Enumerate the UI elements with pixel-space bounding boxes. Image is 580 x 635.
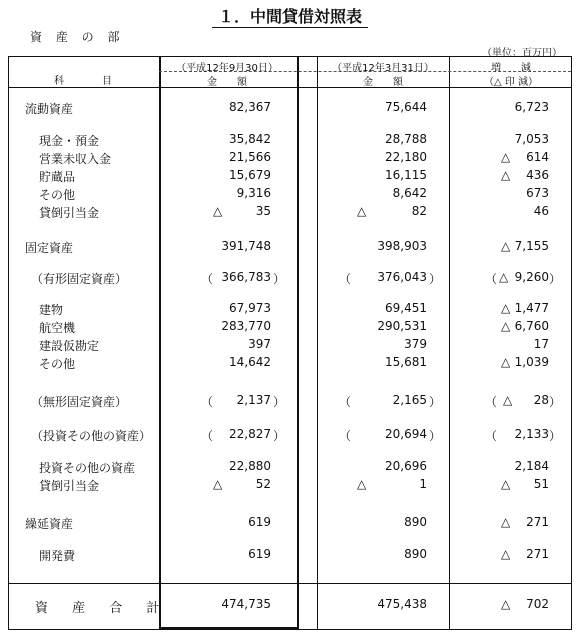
page-title: １．中間貸借対照表 bbox=[0, 4, 580, 27]
row-development-costs: 開発費 619 890 △ 271 bbox=[39, 547, 549, 563]
row-current-assets: 流動資産 82,367 75,644 6,723 bbox=[25, 100, 549, 116]
total-separator-line bbox=[9, 583, 571, 584]
header-change: 増 減 bbox=[491, 63, 531, 74]
balance-sheet-table bbox=[8, 56, 572, 630]
row-other-current: その他 9,316 8,642 673 bbox=[39, 186, 549, 202]
row-allowance-fixed: 貸倒引当金 △ 52 △ 1 △ 51 bbox=[39, 477, 549, 493]
row-tangible-fixed: （有形固定資産） （ 366,783 ） （ 376,043 ） （ △ 9,260 ） bbox=[31, 270, 562, 286]
unit-note: （単位：百万円） bbox=[482, 48, 562, 59]
row-construction: 建設仮勘定 397 379 17 bbox=[39, 337, 549, 353]
header-previous-amount: 金 額 bbox=[363, 77, 403, 88]
header-item: 科 目 bbox=[54, 76, 114, 87]
row-investments-group: （投資その他の資産） （ 22,827 ） （ 20,694 ） （ 2,133 ） bbox=[31, 427, 562, 443]
section-heading: 資 産 の 部 bbox=[30, 30, 125, 44]
row-other-fixed: その他 14,642 15,681 △ 1,039 bbox=[39, 355, 549, 371]
row-buildings: 建物 67,973 69,451 △ 1,477 bbox=[39, 301, 549, 317]
header-current-amount: 金 額 bbox=[207, 77, 247, 88]
row-intangible-fixed: （無形固定資産） （ 2,137 ） （ 2,165 ） （ △ 28 ） bbox=[31, 393, 562, 409]
header-change-note: （△ 印 減） bbox=[483, 77, 539, 88]
row-deferred-assets: 繰延資産 619 890 △ 271 bbox=[25, 515, 549, 531]
header-previous-period: （平成12年3月31日） bbox=[332, 63, 434, 74]
row-total-assets: 資 産 合 計 474,735 475,438 △ 702 bbox=[35, 597, 549, 616]
row-receivables: 営業未収入金 21,566 22,180 △ 614 bbox=[39, 150, 549, 166]
row-aircraft: 航空機 283,770 290,531 △ 6,760 bbox=[39, 319, 549, 335]
row-fixed-assets: 固定資産 391,748 398,903 △ 7,155 bbox=[25, 239, 549, 255]
row-cash: 現金・預金 35,842 28,788 7,053 bbox=[39, 132, 549, 148]
row-supplies: 貯蔵品 15,679 16,115 △ 436 bbox=[39, 168, 549, 184]
header-current-period: （平成12年9月30日） bbox=[176, 63, 278, 74]
row-investments: 投資その他の資産 22,880 20,696 2,184 bbox=[39, 459, 549, 475]
row-allowance-current: 貸倒引当金 △ 35 △ 82 46 bbox=[39, 204, 549, 220]
